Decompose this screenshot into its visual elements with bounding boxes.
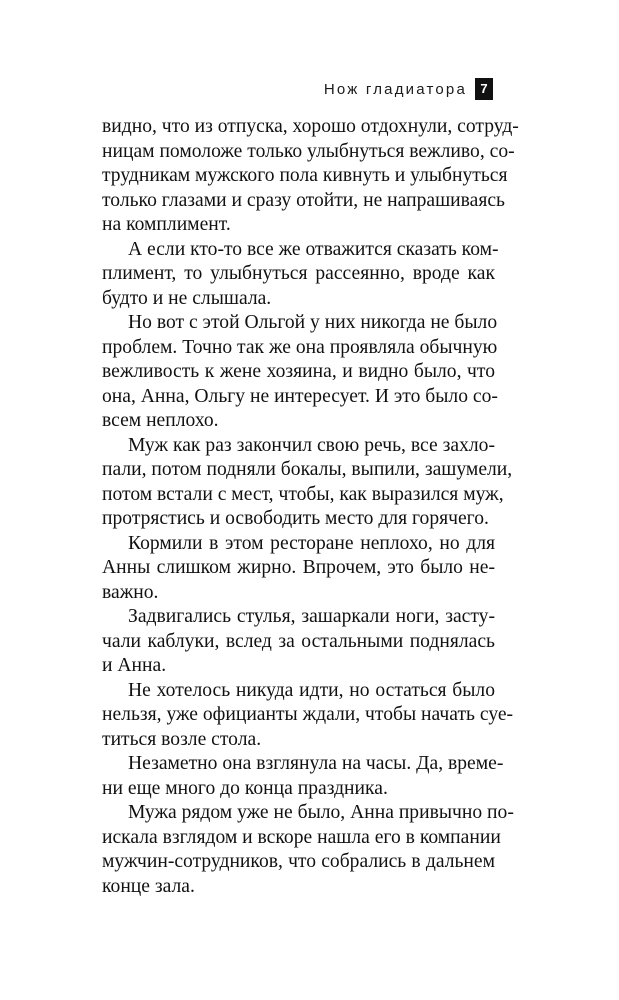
text-line: мужчин-сотрудников, что собрались в дальнем [102, 851, 495, 872]
paragraph [102, 605, 495, 679]
paragraph [102, 311, 498, 434]
text-line: проблем. Точно так же она проявляла обычную [102, 336, 498, 358]
text-line: трудникам мужского пола кивнуть и улыбнуться [102, 165, 508, 186]
text-line: Мужа рядом уже не было, Анна привычно по- [128, 802, 514, 823]
text-line: титься возле стола. [102, 728, 262, 750]
text-line: Незаметно она взглянула на часы. Да, време- [128, 753, 504, 774]
text-line: она, Анна, Ольгу не интересует. И это было со- [102, 385, 498, 407]
text-line: протрястись и освободить место для горячего. [102, 508, 489, 529]
text-line: всем неплохо. [102, 410, 219, 431]
text-line: вежливость к жене хозяина, и видно было, что [102, 361, 495, 382]
text-line: важно. [102, 581, 159, 603]
running-title: Нож гладиатора [323, 80, 467, 98]
paragraph [102, 115, 519, 238]
paragraph [102, 752, 504, 801]
text-line: потом встали с мест, чтобы, как выразился муж, [102, 483, 504, 505]
paragraph [102, 238, 499, 312]
text-line: только глазами и сразу отойти, не напрашиваясь [102, 189, 505, 211]
text-line: плимент, то улыбнуться рассеянно, вроде как [102, 263, 495, 284]
text-line: конце зала. [102, 875, 195, 897]
text-line: Задвигались стулья, зашаркали ноги, засту- [128, 606, 495, 627]
text-line: чали каблуки, вслед за остальными поднялась [102, 630, 495, 652]
text-line: видно, что из отпуска, хорошо отдохнули, сотруд- [102, 116, 519, 137]
text-line: Муж как раз закончил свою речь, все захло- [128, 434, 495, 456]
paragraph [102, 532, 495, 606]
paragraph [102, 434, 513, 532]
text-line: Анны слишком жирно. Впрочем, это было не- [102, 557, 495, 578]
text-line: ни еще много до конца праздника. [102, 777, 388, 799]
text-line: Не хотелось никуда идти, но остаться было [128, 679, 495, 701]
text-line: искала взглядом и вскоре нашла его в компании [102, 826, 501, 848]
text-line: нельзя, уже официанты ждали, чтобы начать суе- [102, 704, 514, 725]
text-line: Но вот с этой Ольгой у них никогда не было [128, 312, 498, 333]
paragraph [102, 679, 514, 753]
text-line: ницам помоложе только улыбнуться вежливо, со- [102, 140, 515, 162]
text-line: будто и не слышала. [102, 287, 272, 309]
page-number: 7 [475, 78, 493, 100]
page-header [324, 78, 493, 100]
text-line: и Анна. [102, 655, 167, 676]
text-line: пали, потом подняли бокалы, выпили, зашумели, [102, 459, 513, 480]
paragraph [102, 801, 514, 899]
text-line: Кормили в этом ресторане неплохо, но для [128, 532, 495, 554]
body-text [102, 115, 519, 899]
text-line: А если кто-то все же отважится сказать ком- [128, 238, 499, 260]
text-line: на комплимент. [102, 214, 231, 235]
